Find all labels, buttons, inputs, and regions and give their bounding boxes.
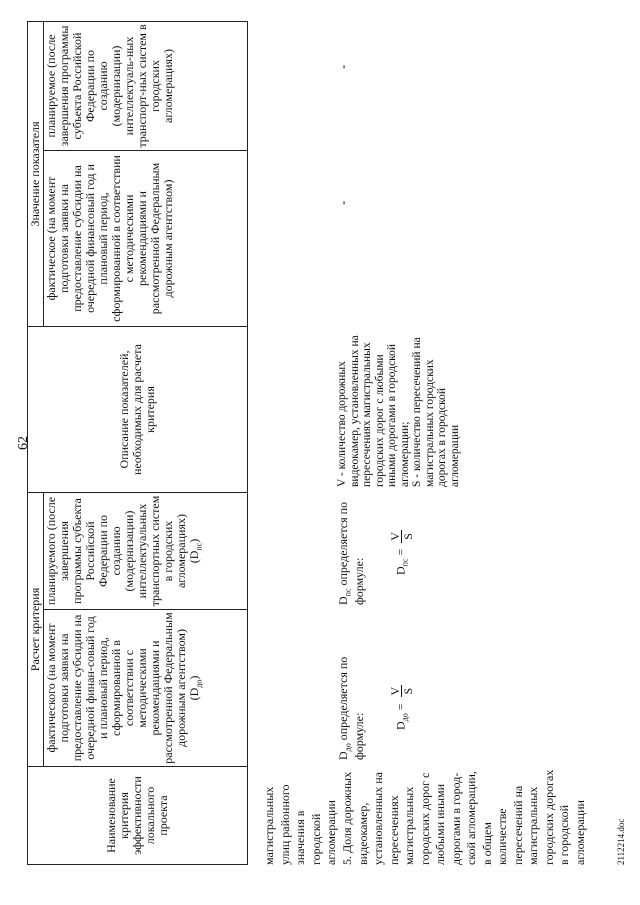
row5-actual-formula-block <box>336 610 414 760</box>
row5-actual-intro: $D_{до}$ определяется по формуле: <box>336 656 367 760</box>
column-criterion-name: Наименование критерия эффективности локального проекта <box>28 767 248 865</box>
row5-criterion-name: 5. Доля дорожных видеокамер, установленных на пересечениях магистральных городских дорог с любыми иными дорогами в город-ской агломерации, в общем количестве пересечений на магистральных городских дорогах в городской агломерации <box>340 769 587 865</box>
column-group-calculation: Расчет критерия <box>28 493 44 767</box>
row5-actual-formula: $D_{до}$ = V S <box>388 686 416 730</box>
column-group-value: Значение показателя <box>28 21 44 326</box>
calc-planned-symbol: $(D_{пс})$ <box>187 538 204 564</box>
calc-actual-text: фактического (на момент подготовки заявки на предоставление субсидии на очередной финан-совый год и плановый период, сформированной в соответствии с методическими рекомендациями и рассмотренной Федеральным дорожным агентством) <box>44 612 188 764</box>
column-calc-planned <box>44 493 248 610</box>
column-indicator-description: Описание показателей, необходимых для расчета критерия <box>28 327 248 493</box>
page-number: 62 <box>16 436 31 450</box>
desc-s: S - количество пересечений на магистральных городских дорогах в городской агломерации <box>411 337 461 487</box>
row5-indicator-description <box>336 325 461 487</box>
column-value-planned: планируемое (после завершения программы субъекта Российской Федерации по созданию (модернизации) интеллектуаль-ных транспорт-ных систем в городских агломерациях) <box>44 21 248 150</box>
column-calc-actual <box>44 610 248 767</box>
calc-planned-text: планируемого (после завершения программы субъекта Российской Федерации по созданию (модернизации) интеллектуальных транспортных систем в городских агломерациях) <box>44 495 188 607</box>
continuation-text: магистральных улиц районного значения в городской агломерации <box>262 784 338 865</box>
row5-planned-formula: $D_{пс}$ = V S <box>388 532 416 575</box>
row5-planned-formula-block <box>336 490 414 605</box>
row5-value-actual: - <box>335 200 350 205</box>
row5-value-planned: - <box>335 64 350 69</box>
row5-planned-intro: $D_{пс}$ определяется по формуле: <box>336 501 367 605</box>
desc-v: V - количество дорожных видеокамер, установленных на пересечениях магистральных городских дорог с любыми иными дорогами в городской агломерации; <box>336 335 411 487</box>
column-value-actual: фактическое (на момент подготовки заявки на предоставление субсидии на очередной финансовый год и плановый период, сформированной в соответствии с методическими рекомендациями и рассмотренной Федеральным дорожным агентством) <box>44 151 248 327</box>
footer-filename: 2112214.doc <box>616 818 626 865</box>
calc-actual-symbol: $(D_{до})$ <box>187 675 204 701</box>
criteria-table-header <box>27 21 248 865</box>
